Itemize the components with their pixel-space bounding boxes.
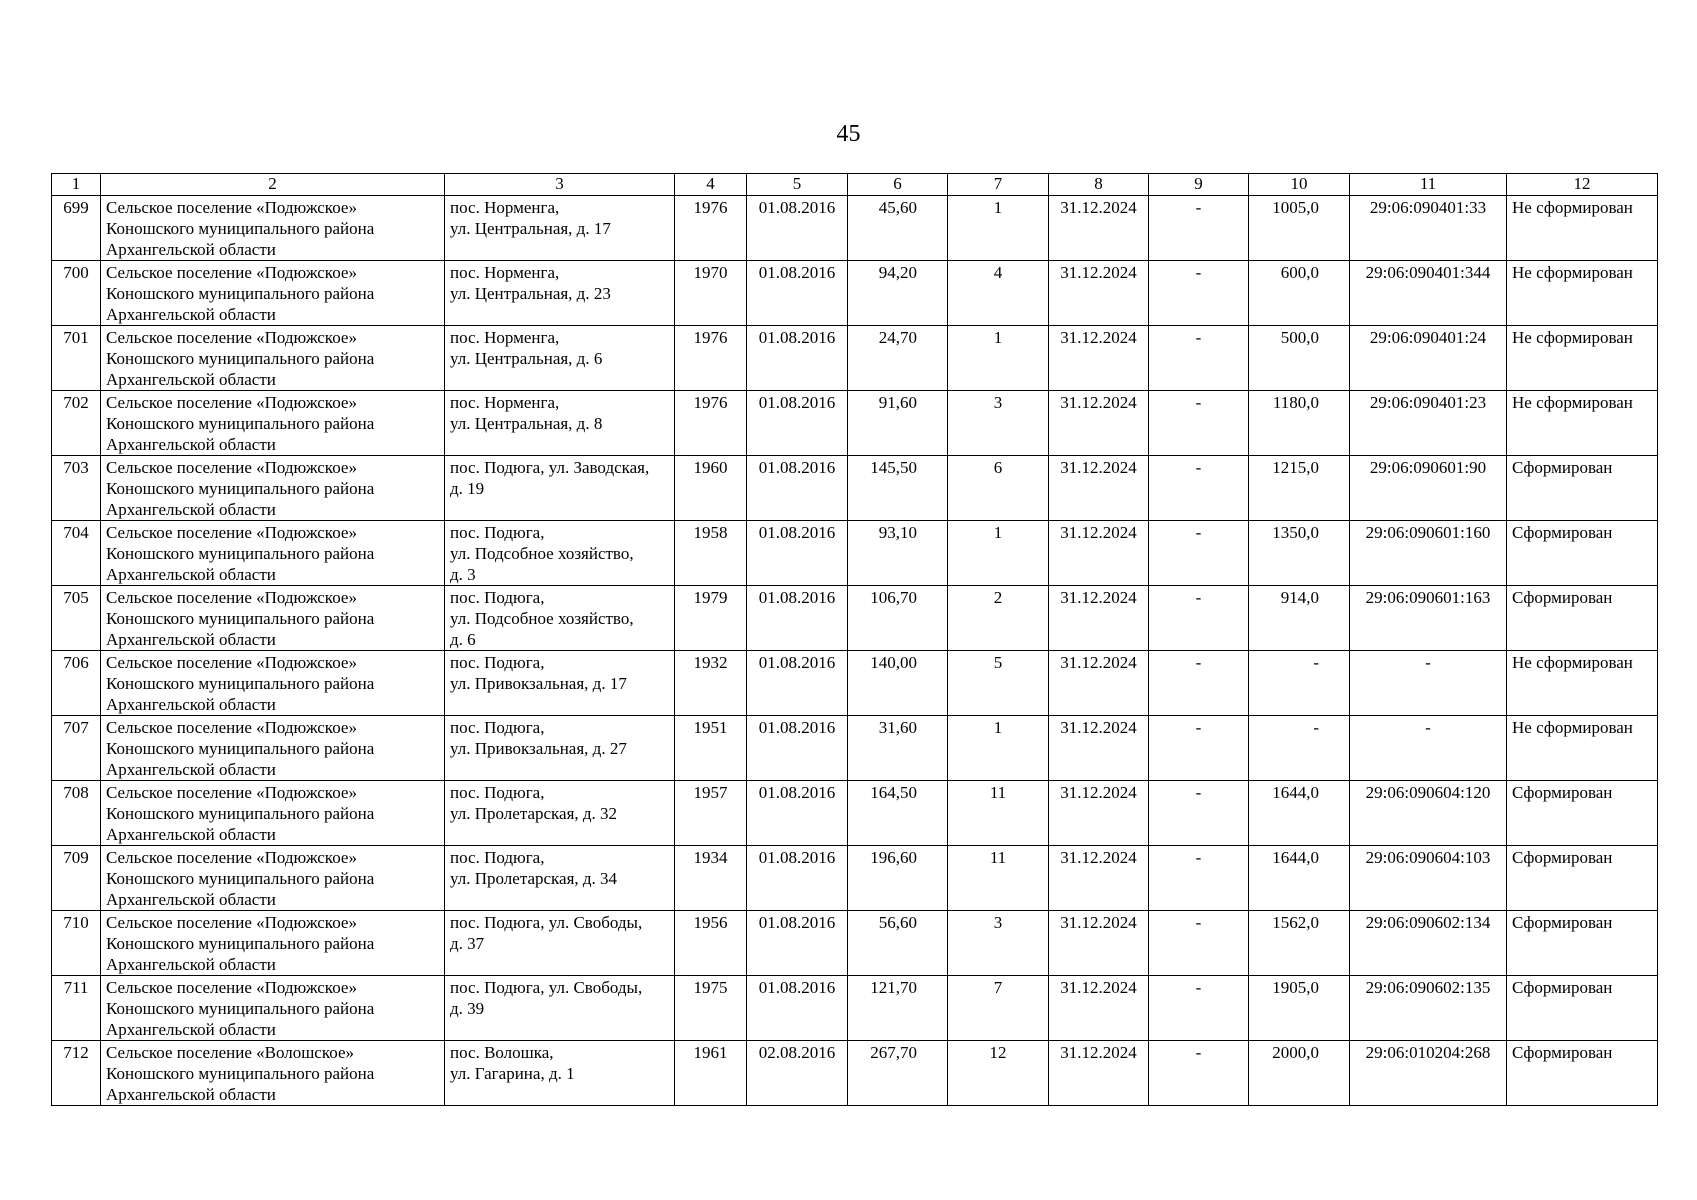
residents-count-cell: 2 <box>948 586 1049 651</box>
residents-count-cell: 7 <box>948 976 1049 1041</box>
address-line: ул. Центральная, д. 8 <box>450 414 603 433</box>
area-cell: 267,70 <box>848 1041 948 1106</box>
table-row <box>52 196 1658 261</box>
address-line: пос. Подюга, <box>450 718 545 737</box>
status-cell: Сформирован <box>1507 911 1658 976</box>
settlement-line: Коношского муниципального района <box>106 1064 375 1083</box>
table-row <box>52 846 1658 911</box>
area-cell: 140,00 <box>848 651 948 716</box>
address-line: пос. Подюга, ул. Свободы, <box>450 978 643 997</box>
land-area-cell: 914,0 <box>1249 586 1350 651</box>
settlement-cell <box>101 391 445 456</box>
settlement-line: Сельское поселение «Подюжское» <box>106 393 357 412</box>
date-cell: 01.08.2016 <box>747 651 848 716</box>
date-cell: 01.08.2016 <box>747 196 848 261</box>
header-cell: 3 <box>445 174 675 196</box>
address-line: ул. Центральная, д. 23 <box>450 284 611 303</box>
area-cell: 93,10 <box>848 521 948 586</box>
address-line: пос. Норменга, <box>450 328 560 347</box>
status-cell: Не сформирован <box>1507 196 1658 261</box>
settlement-line: Сельское поселение «Подюжское» <box>106 588 357 607</box>
page-number: 45 <box>836 121 861 147</box>
settlement-cell <box>101 586 445 651</box>
term-date-cell: 31.12.2024 <box>1049 911 1149 976</box>
area-cell: 24,70 <box>848 326 948 391</box>
date-cell: 01.08.2016 <box>747 456 848 521</box>
settlement-line: Архангельской области <box>106 695 276 714</box>
residents-count-cell: 1 <box>948 326 1049 391</box>
year-cell: 1934 <box>675 846 747 911</box>
address-cell <box>445 1041 675 1106</box>
address-line: пос. Подюга, ул. Заводская, <box>450 458 650 477</box>
table-row <box>52 456 1658 521</box>
row-number-cell: 706 <box>52 651 101 716</box>
date-cell: 01.08.2016 <box>747 326 848 391</box>
column-9-cell: - <box>1149 261 1249 326</box>
address-line: пос. Норменга, <box>450 263 560 282</box>
year-cell: 1932 <box>675 651 747 716</box>
settlement-cell <box>101 261 445 326</box>
settlement-line: Архангельской области <box>106 240 276 259</box>
status-cell: Сформирован <box>1507 456 1658 521</box>
address-line: ул. Гагарина, д. 1 <box>450 1064 575 1083</box>
address-line: пос. Норменга, <box>450 393 560 412</box>
year-cell: 1960 <box>675 456 747 521</box>
area-cell: 31,60 <box>848 716 948 781</box>
settlement-line: Архангельской области <box>106 955 276 974</box>
land-area-cell: 1005,0 <box>1249 196 1350 261</box>
header-cell: 9 <box>1149 174 1249 196</box>
settlement-cell <box>101 196 445 261</box>
land-area-cell: - <box>1249 716 1350 781</box>
address-cell <box>445 651 675 716</box>
settlement-line: Коношского муниципального района <box>106 869 375 888</box>
row-number-cell: 711 <box>52 976 101 1041</box>
settlement-cell <box>101 911 445 976</box>
row-number-cell: 708 <box>52 781 101 846</box>
area-cell: 121,70 <box>848 976 948 1041</box>
settlement-line: Сельское поселение «Подюжское» <box>106 718 357 737</box>
address-cell <box>445 911 675 976</box>
settlement-line: Сельское поселение «Подюжское» <box>106 328 357 347</box>
settlement-line: Коношского муниципального района <box>106 739 375 758</box>
row-number-cell: 705 <box>52 586 101 651</box>
residents-count-cell: 5 <box>948 651 1049 716</box>
header-cell: 6 <box>848 174 948 196</box>
settlement-line: Сельское поселение «Волошское» <box>106 1043 354 1062</box>
column-9-cell: - <box>1149 781 1249 846</box>
address-line: д. 39 <box>450 999 485 1018</box>
housing-registry-table <box>51 173 1658 1106</box>
row-number-cell: 707 <box>52 716 101 781</box>
term-date-cell: 31.12.2024 <box>1049 456 1149 521</box>
row-number-cell: 702 <box>52 391 101 456</box>
address-line: пос. Подюга, <box>450 523 545 542</box>
area-cell: 164,50 <box>848 781 948 846</box>
residents-count-cell: 12 <box>948 1041 1049 1106</box>
column-9-cell: - <box>1149 521 1249 586</box>
address-line: ул. Привокзальная, д. 27 <box>450 739 627 758</box>
settlement-line: Коношского муниципального района <box>106 414 375 433</box>
settlement-cell <box>101 846 445 911</box>
address-line: ул. Подсобное хозяйство, <box>450 544 634 563</box>
settlement-line: Архангельской области <box>106 630 276 649</box>
land-area-cell: 1644,0 <box>1249 846 1350 911</box>
area-cell: 196,60 <box>848 846 948 911</box>
status-cell: Сформирован <box>1507 781 1658 846</box>
header-cell: 5 <box>747 174 848 196</box>
settlement-line: Сельское поселение «Подюжское» <box>106 783 357 802</box>
cadastral-number-cell: 29:06:090601:90 <box>1350 456 1507 521</box>
date-cell: 01.08.2016 <box>747 391 848 456</box>
settlement-cell <box>101 326 445 391</box>
address-line: ул. Центральная, д. 17 <box>450 219 611 238</box>
settlement-line: Архангельской области <box>106 825 276 844</box>
address-line: ул. Пролетарская, д. 32 <box>450 804 618 823</box>
settlement-line: Коношского муниципального района <box>106 349 375 368</box>
row-number-cell: 701 <box>52 326 101 391</box>
address-cell <box>445 781 675 846</box>
address-cell <box>445 196 675 261</box>
settlement-cell <box>101 456 445 521</box>
address-line: ул. Пролетарская, д. 34 <box>450 869 618 888</box>
year-cell: 1976 <box>675 391 747 456</box>
column-9-cell: - <box>1149 456 1249 521</box>
date-cell: 01.08.2016 <box>747 781 848 846</box>
residents-count-cell: 1 <box>948 716 1049 781</box>
cadastral-number-cell: 29:06:090602:134 <box>1350 911 1507 976</box>
status-cell: Не сформирован <box>1507 326 1658 391</box>
date-cell: 01.08.2016 <box>747 911 848 976</box>
land-area-cell: - <box>1249 651 1350 716</box>
land-area-cell: 1350,0 <box>1249 521 1350 586</box>
table-row <box>52 521 1658 586</box>
column-9-cell: - <box>1149 911 1249 976</box>
settlement-cell <box>101 651 445 716</box>
column-9-cell: - <box>1149 196 1249 261</box>
address-line: ул. Привокзальная, д. 17 <box>450 674 627 693</box>
header-cell: 10 <box>1249 174 1350 196</box>
settlement-line: Архангельской области <box>106 890 276 909</box>
settlement-line: Архангельской области <box>106 1020 276 1039</box>
year-cell: 1957 <box>675 781 747 846</box>
term-date-cell: 31.12.2024 <box>1049 586 1149 651</box>
status-cell: Не сформирован <box>1507 391 1658 456</box>
table-row <box>52 781 1658 846</box>
header-cell: 12 <box>1507 174 1658 196</box>
settlement-line: Сельское поселение «Подюжское» <box>106 848 357 867</box>
settlement-cell <box>101 716 445 781</box>
settlement-line: Архангельской области <box>106 1085 276 1104</box>
cadastral-number-cell: 29:06:090601:160 <box>1350 521 1507 586</box>
residents-count-cell: 3 <box>948 911 1049 976</box>
table-row <box>52 391 1658 456</box>
address-cell <box>445 456 675 521</box>
land-area-cell: 1905,0 <box>1249 976 1350 1041</box>
residents-count-cell: 3 <box>948 391 1049 456</box>
settlement-line: Коношского муниципального района <box>106 284 375 303</box>
cadastral-number-cell: 29:06:090401:344 <box>1350 261 1507 326</box>
settlement-line: Сельское поселение «Подюжское» <box>106 263 357 282</box>
area-cell: 106,70 <box>848 586 948 651</box>
settlement-line: Сельское поселение «Подюжское» <box>106 198 357 217</box>
land-area-cell: 1180,0 <box>1249 391 1350 456</box>
settlement-line: Сельское поселение «Подюжское» <box>106 458 357 477</box>
residents-count-cell: 6 <box>948 456 1049 521</box>
settlement-line: Архангельской области <box>106 565 276 584</box>
address-cell <box>445 586 675 651</box>
status-cell: Не сформирован <box>1507 651 1658 716</box>
term-date-cell: 31.12.2024 <box>1049 1041 1149 1106</box>
settlement-line: Сельское поселение «Подюжское» <box>106 653 357 672</box>
header-cell: 2 <box>101 174 445 196</box>
residents-count-cell: 1 <box>948 196 1049 261</box>
year-cell: 1976 <box>675 326 747 391</box>
row-number-cell: 710 <box>52 911 101 976</box>
settlement-line: Коношского муниципального района <box>106 479 375 498</box>
address-line: пос. Подюга, <box>450 653 545 672</box>
address-cell <box>445 976 675 1041</box>
cadastral-number-cell: 29:06:090401:23 <box>1350 391 1507 456</box>
area-cell: 45,60 <box>848 196 948 261</box>
area-cell: 91,60 <box>848 391 948 456</box>
residents-count-cell: 11 <box>948 846 1049 911</box>
address-cell <box>445 391 675 456</box>
row-number-cell: 699 <box>52 196 101 261</box>
address-line: пос. Подюга, <box>450 588 545 607</box>
settlement-line: Коношского муниципального района <box>106 609 375 628</box>
settlement-cell <box>101 976 445 1041</box>
address-cell <box>445 521 675 586</box>
settlement-line: Коношского муниципального района <box>106 934 375 953</box>
land-area-cell: 1562,0 <box>1249 911 1350 976</box>
column-9-cell: - <box>1149 651 1249 716</box>
column-9-cell: - <box>1149 391 1249 456</box>
term-date-cell: 31.12.2024 <box>1049 651 1149 716</box>
cadastral-number-cell: - <box>1350 716 1507 781</box>
land-area-cell: 1215,0 <box>1249 456 1350 521</box>
area-cell: 145,50 <box>848 456 948 521</box>
cadastral-number-cell: 29:06:090602:135 <box>1350 976 1507 1041</box>
term-date-cell: 31.12.2024 <box>1049 781 1149 846</box>
area-cell: 94,20 <box>848 261 948 326</box>
cadastral-number-cell: - <box>1350 651 1507 716</box>
row-number-cell: 709 <box>52 846 101 911</box>
address-line: пос. Подюга, <box>450 848 545 867</box>
column-9-cell: - <box>1149 846 1249 911</box>
address-cell <box>445 326 675 391</box>
address-line: пос. Норменга, <box>450 198 560 217</box>
date-cell: 01.08.2016 <box>747 846 848 911</box>
date-cell: 01.08.2016 <box>747 716 848 781</box>
term-date-cell: 31.12.2024 <box>1049 976 1149 1041</box>
settlement-line: Коношского муниципального района <box>106 674 375 693</box>
table-row <box>52 326 1658 391</box>
settlement-cell <box>101 1041 445 1106</box>
term-date-cell: 31.12.2024 <box>1049 521 1149 586</box>
settlement-line: Коношского муниципального района <box>106 219 375 238</box>
settlement-line: Архангельской области <box>106 370 276 389</box>
settlement-line: Коношского муниципального района <box>106 804 375 823</box>
header-cell: 1 <box>52 174 101 196</box>
row-number-cell: 712 <box>52 1041 101 1106</box>
table-row <box>52 911 1658 976</box>
header-cell: 4 <box>675 174 747 196</box>
residents-count-cell: 11 <box>948 781 1049 846</box>
address-line: пос. Волошка, <box>450 1043 554 1062</box>
address-cell <box>445 261 675 326</box>
cadastral-number-cell: 29:06:090604:103 <box>1350 846 1507 911</box>
land-area-cell: 500,0 <box>1249 326 1350 391</box>
cadastral-number-cell: 29:06:090604:120 <box>1350 781 1507 846</box>
year-cell: 1951 <box>675 716 747 781</box>
status-cell: Сформирован <box>1507 846 1658 911</box>
status-cell: Сформирован <box>1507 976 1658 1041</box>
land-area-cell: 1644,0 <box>1249 781 1350 846</box>
table-row <box>52 716 1658 781</box>
row-number-cell: 704 <box>52 521 101 586</box>
status-cell: Сформирован <box>1507 586 1658 651</box>
address-line: пос. Подюга, ул. Свободы, <box>450 913 643 932</box>
date-cell: 01.08.2016 <box>747 261 848 326</box>
header-cell: 11 <box>1350 174 1507 196</box>
land-area-cell: 2000,0 <box>1249 1041 1350 1106</box>
settlement-line: Сельское поселение «Подюжское» <box>106 978 357 997</box>
table-row <box>52 651 1658 716</box>
address-cell <box>445 846 675 911</box>
header-cell: 7 <box>948 174 1049 196</box>
land-area-cell: 600,0 <box>1249 261 1350 326</box>
status-cell: Не сформирован <box>1507 716 1658 781</box>
header-cell: 8 <box>1049 174 1149 196</box>
row-number-cell: 703 <box>52 456 101 521</box>
table-row <box>52 976 1658 1041</box>
settlement-line: Коношского муниципального района <box>106 544 375 563</box>
term-date-cell: 31.12.2024 <box>1049 846 1149 911</box>
address-line: д. 6 <box>450 630 476 649</box>
status-cell: Сформирован <box>1507 521 1658 586</box>
settlement-line: Коношского муниципального района <box>106 999 375 1018</box>
area-cell: 56,60 <box>848 911 948 976</box>
year-cell: 1958 <box>675 521 747 586</box>
year-cell: 1970 <box>675 261 747 326</box>
term-date-cell: 31.12.2024 <box>1049 326 1149 391</box>
table-row <box>52 261 1658 326</box>
settlement-line: Архангельской области <box>106 760 276 779</box>
address-line: д. 37 <box>450 934 485 953</box>
cadastral-number-cell: 29:06:090401:33 <box>1350 196 1507 261</box>
cadastral-number-cell: 29:06:090401:24 <box>1350 326 1507 391</box>
term-date-cell: 31.12.2024 <box>1049 261 1149 326</box>
row-number-cell: 700 <box>52 261 101 326</box>
address-line: д. 19 <box>450 479 485 498</box>
column-number-header-row <box>52 174 1658 196</box>
table-row <box>52 586 1658 651</box>
column-9-cell: - <box>1149 716 1249 781</box>
address-line: ул. Подсобное хозяйство, <box>450 609 634 628</box>
year-cell: 1961 <box>675 1041 747 1106</box>
table-row <box>52 1041 1658 1106</box>
address-cell <box>445 716 675 781</box>
status-cell: Сформирован <box>1507 1041 1658 1106</box>
address-line: ул. Центральная, д. 6 <box>450 349 603 368</box>
term-date-cell: 31.12.2024 <box>1049 716 1149 781</box>
year-cell: 1979 <box>675 586 747 651</box>
settlement-line: Сельское поселение «Подюжское» <box>106 913 357 932</box>
column-9-cell: - <box>1149 326 1249 391</box>
settlement-line: Архангельской области <box>106 500 276 519</box>
date-cell: 02.08.2016 <box>747 1041 848 1106</box>
year-cell: 1956 <box>675 911 747 976</box>
term-date-cell: 31.12.2024 <box>1049 391 1149 456</box>
settlement-cell <box>101 781 445 846</box>
date-cell: 01.08.2016 <box>747 521 848 586</box>
year-cell: 1975 <box>675 976 747 1041</box>
address-line: пос. Подюга, <box>450 783 545 802</box>
cadastral-number-cell: 29:06:010204:268 <box>1350 1041 1507 1106</box>
term-date-cell: 31.12.2024 <box>1049 196 1149 261</box>
address-line: д. 3 <box>450 565 476 584</box>
settlement-line: Архангельской области <box>106 435 276 454</box>
date-cell: 01.08.2016 <box>747 976 848 1041</box>
residents-count-cell: 4 <box>948 261 1049 326</box>
settlement-cell <box>101 521 445 586</box>
residents-count-cell: 1 <box>948 521 1049 586</box>
settlement-line: Архангельской области <box>106 305 276 324</box>
cadastral-number-cell: 29:06:090601:163 <box>1350 586 1507 651</box>
settlement-line: Сельское поселение «Подюжское» <box>106 523 357 542</box>
column-9-cell: - <box>1149 976 1249 1041</box>
date-cell: 01.08.2016 <box>747 586 848 651</box>
column-9-cell: - <box>1149 1041 1249 1106</box>
year-cell: 1976 <box>675 196 747 261</box>
column-9-cell: - <box>1149 586 1249 651</box>
status-cell: Не сформирован <box>1507 261 1658 326</box>
